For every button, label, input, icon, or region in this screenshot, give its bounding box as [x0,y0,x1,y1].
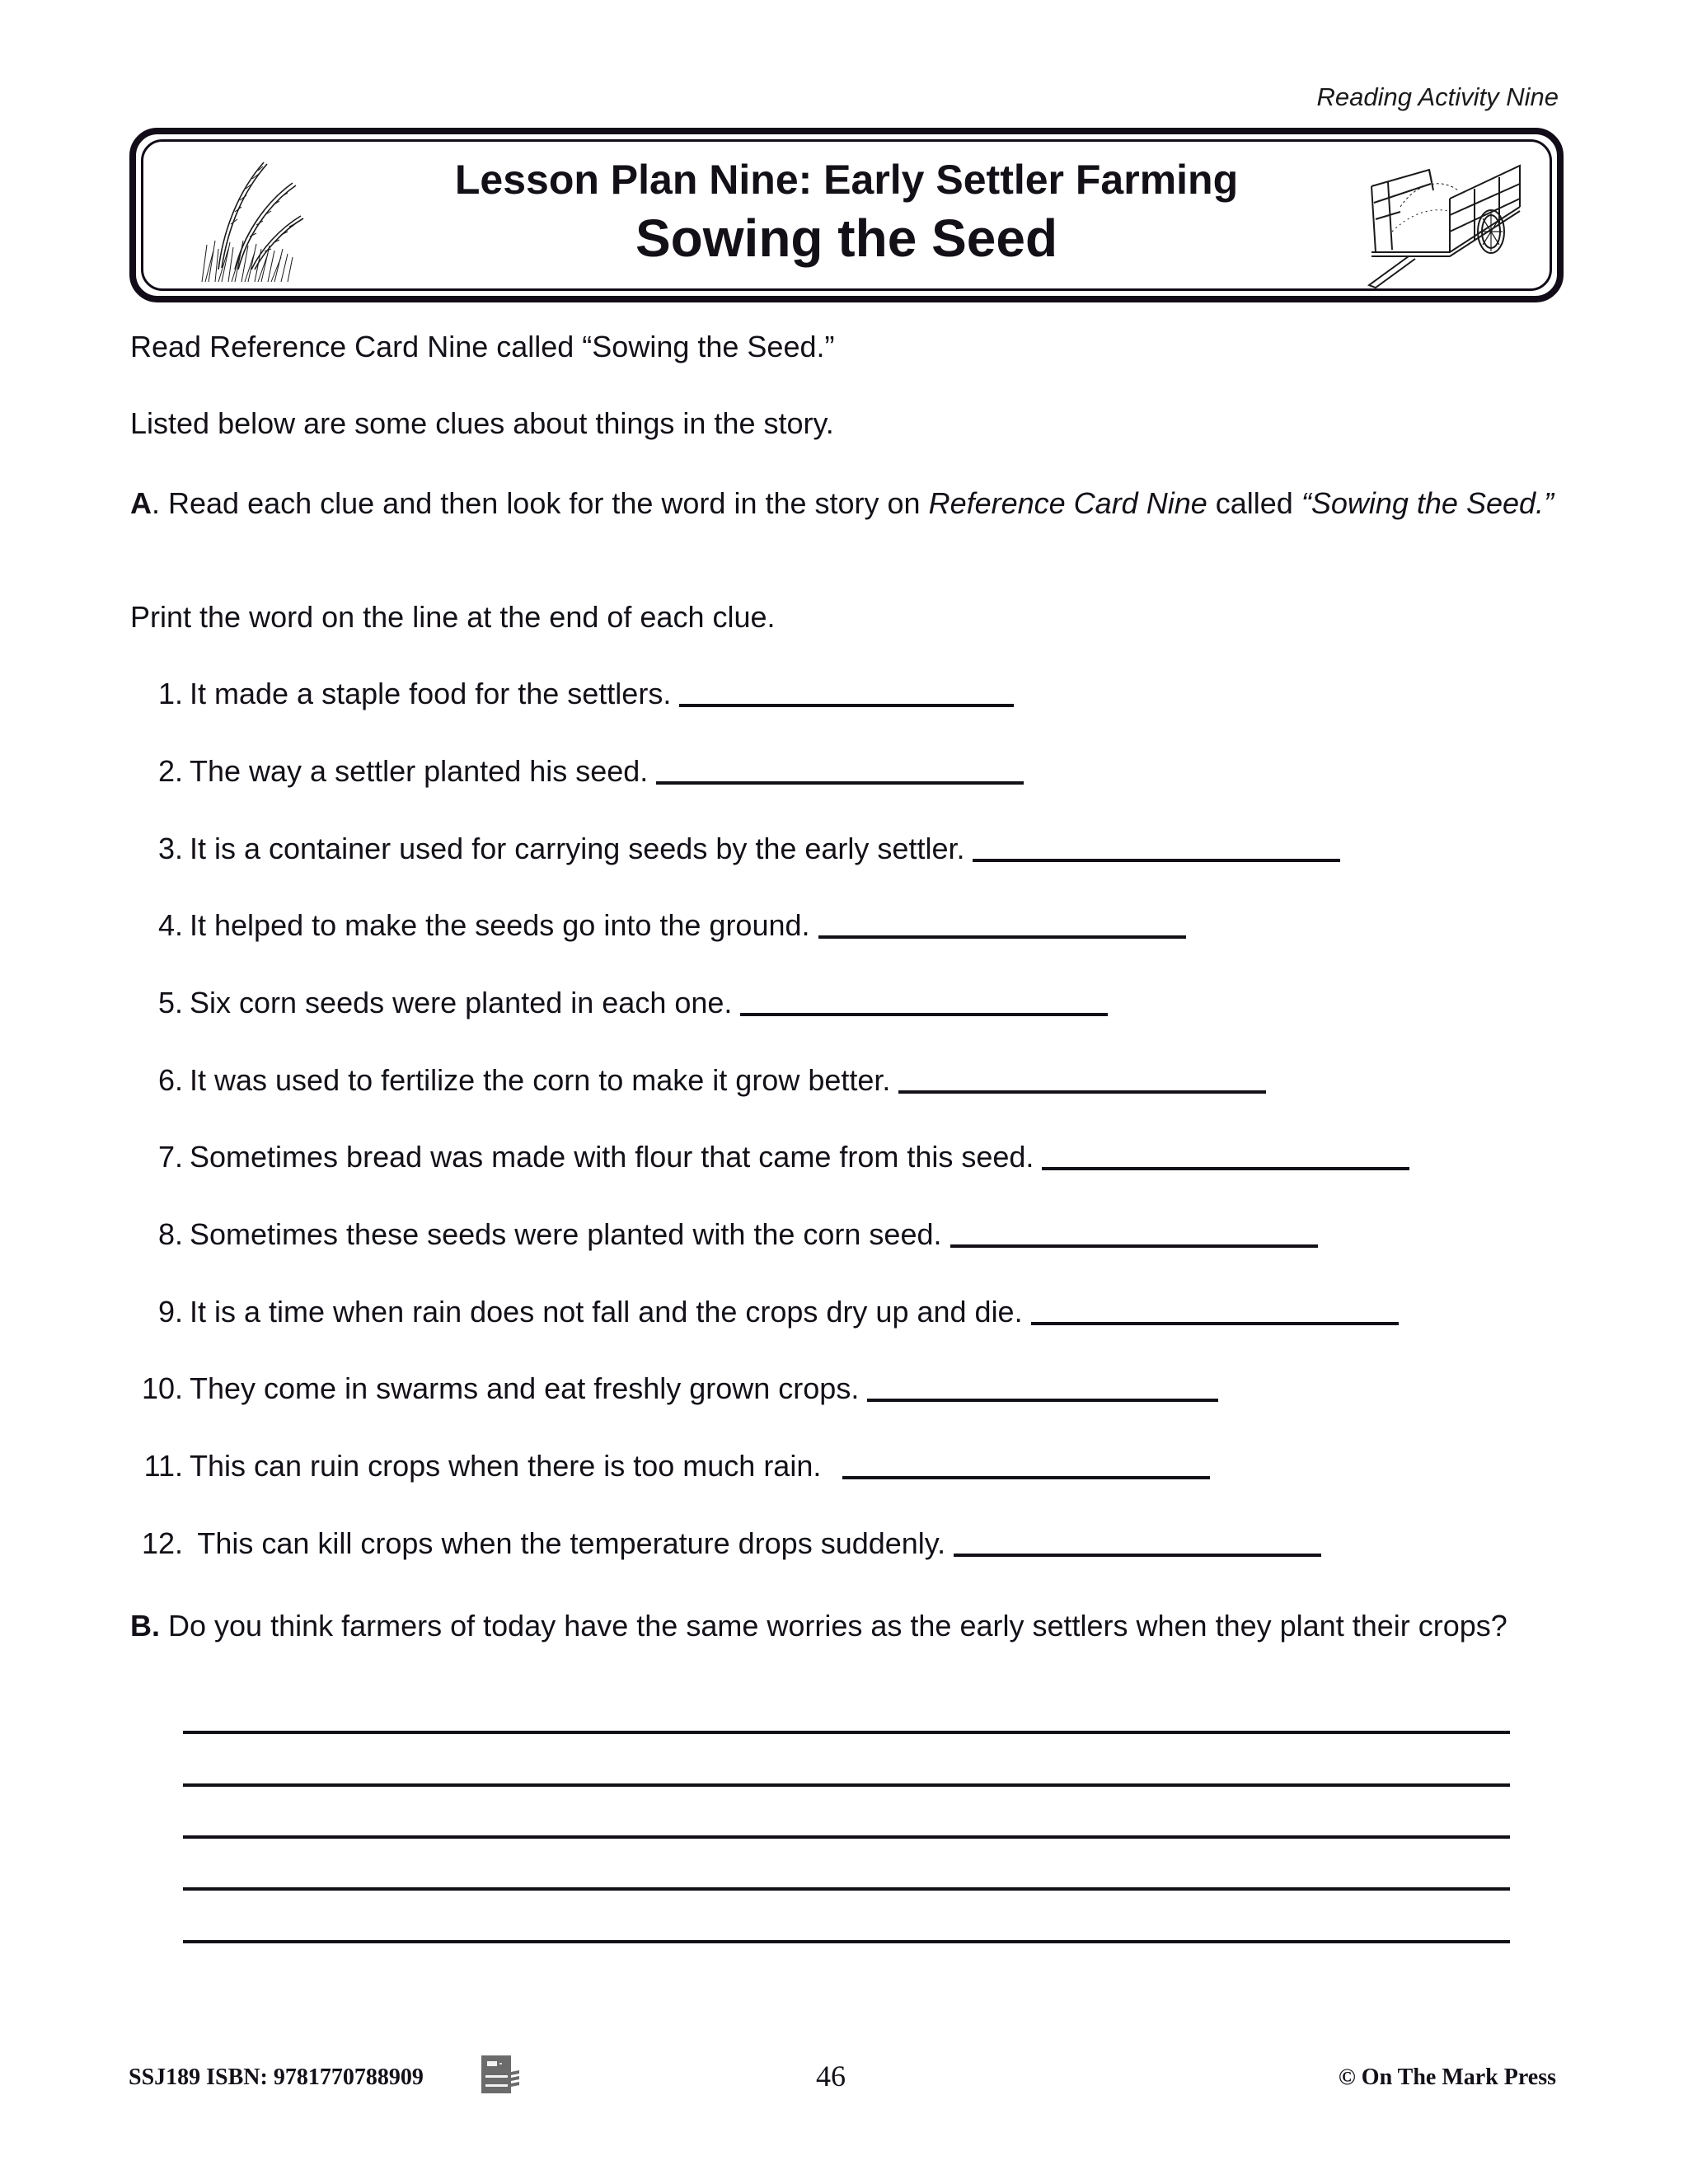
answer-line[interactable] [183,1835,1510,1839]
page-title: Sowing the Seed [635,209,1058,268]
publisher-credit: © On The Mark Press [1338,2064,1556,2090]
printer-icon [476,2052,523,2098]
clue-item: 10. They come in swarms and eat freshly grown crops. [130,1370,1218,1408]
section-a-instructions: A. Read each clue and then look for the word in the story on Reference Card Nine called “Sowing the Seed.” [130,486,1554,520]
wooden-cart-icon [1351,141,1532,289]
clue-item: 2. The way a settler planted his seed. [130,752,1024,791]
answer-blank[interactable] [954,1554,1321,1557]
header-titles [136,157,1557,267]
clue-item: 9. It is a time when rain does not fall and the crops dry up and die. [130,1293,1399,1332]
answer-blank[interactable] [842,1476,1210,1479]
answer-blank[interactable] [1042,1167,1409,1170]
clue-item: 5. Six corn seeds were planted in each one. [130,984,1108,1023]
clue-item: 8. Sometimes these seeds were planted with the corn seed. [130,1216,1318,1254]
section-b-question: B. Do you think farmers of today have the same worries as the early settlers when they plant their crops? [130,1609,1507,1643]
answer-blank[interactable] [740,1013,1108,1016]
page-number: 46 [816,2060,846,2093]
answer-blank[interactable] [950,1244,1318,1248]
clue-item: 4. It helped to make the seeds go into the ground. [130,907,1186,945]
answer-line[interactable] [183,1783,1510,1787]
answer-blank[interactable] [898,1090,1266,1094]
section-b-label: B. [130,1609,160,1643]
answer-blank[interactable] [656,781,1024,785]
lesson-header-box [129,128,1564,302]
running-head: Reading Activity Nine [1316,82,1559,111]
footer-code-isbn: SSJ189 ISBN: 9781770788909 [129,2064,424,2090]
clue-item: 11. This can ruin crops when there is too much rain. [130,1447,1210,1486]
answer-line[interactable] [183,1731,1510,1734]
clue-item: 12. This can kill crops when the temperature drops suddenly. [130,1525,1321,1563]
answer-blank[interactable] [679,704,1014,707]
clue-item: 1. It made a staple food for the settlers. [130,675,1014,714]
answer-blank[interactable] [867,1399,1218,1402]
lesson-title: Lesson Plan Nine: Early Settler Farming [454,157,1239,203]
clue-item: 7. Sometimes bread was made with flour that came from this seed. [130,1138,1409,1177]
intro-line-1: Read Reference Card Nine called “Sowing the Seed.” [130,330,835,363]
answer-blank[interactable] [973,859,1340,862]
answer-blank[interactable] [1031,1322,1399,1325]
clue-item: 6. It was used to fertilize the corn to make it grow better. [130,1062,1266,1100]
clue-item: 3. It is a container used for carrying seeds by the early settler. [130,830,1340,869]
intro-line-2: Listed below are some clues about things in the story. [130,406,834,440]
answer-blank[interactable] [818,935,1186,939]
answer-line[interactable] [183,1940,1510,1943]
section-a-print-instruction: Print the word on the line at the end of each clue. [130,600,776,634]
section-a-label: A [130,486,152,520]
answer-line[interactable] [183,1887,1510,1891]
